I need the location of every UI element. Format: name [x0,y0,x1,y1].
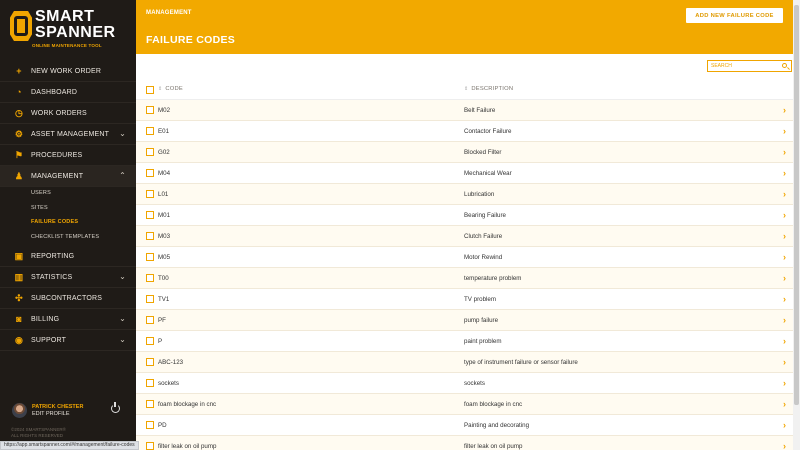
table-row[interactable] [136,394,793,415]
code-cell: M02 [158,107,171,114]
table-row[interactable] [136,415,793,436]
column-header-label: DESCRIPTION [471,86,514,92]
scrollbar-thumb[interactable] [794,5,799,405]
avatar[interactable] [12,403,27,418]
table-row[interactable] [136,289,793,310]
chevron-right-icon[interactable]: › [783,126,786,136]
description-cell: Bearing Failure [464,212,506,219]
table-row[interactable] [136,373,793,394]
column-header-label: CODE [165,86,183,92]
chevron-right-icon[interactable]: › [783,210,786,220]
table-header [136,80,793,100]
description-cell: Contactor Failure [464,128,512,135]
sidebar-item-label: ASSET MANAGEMENT [31,130,110,138]
chevron-right-icon[interactable]: › [783,168,786,178]
sidebar-item-label: STATISTICS [31,273,73,281]
search-box[interactable] [707,60,792,72]
description-cell: filter leak on oil pump [464,443,523,450]
table-row[interactable] [136,121,793,142]
column-header-description[interactable] [464,86,513,92]
row-checkbox[interactable] [146,316,154,324]
description-cell: paint problem [464,338,502,345]
row-checkbox[interactable] [146,400,154,408]
description-cell: Clutch Failure [464,233,503,240]
plus-icon: + [16,66,22,76]
description-cell: type of instrument failure or sensor failure [464,359,578,366]
chevron-down-icon: ⌄ [119,272,126,281]
description-cell: Lubrication [464,191,495,198]
row-checkbox[interactable] [146,274,154,282]
code-cell: E01 [158,128,170,135]
sidebar-item-label: WORK ORDERS [31,109,87,117]
chevron-right-icon[interactable]: › [783,441,786,450]
chevron-right-icon[interactable]: › [783,336,786,346]
chevron-down-icon: ⌄ [119,335,126,344]
sidebar-item-billing[interactable] [0,309,136,330]
code-cell: TV1 [158,296,170,303]
code-cell: P [158,338,163,345]
logo-mark-icon [10,11,32,41]
row-checkbox[interactable] [146,421,154,429]
logo-word-1: SMART [35,8,95,25]
sidebar-item-label: NEW WORK ORDER [31,67,102,75]
breadcrumb[interactable]: MANAGEMENT [146,10,192,16]
chevron-right-icon[interactable]: › [783,189,786,199]
table-row[interactable] [136,247,793,268]
chevron-right-icon[interactable]: › [783,105,786,115]
code-cell: M03 [158,233,171,240]
profile-name: PATRICK CHESTER [32,404,84,410]
row-checkbox[interactable] [146,106,154,114]
chevron-right-icon[interactable]: › [783,399,786,409]
sidebar-subitem-sites[interactable]: SITES [31,205,48,211]
sidebar-item-subcontractors[interactable] [0,288,136,309]
row-checkbox[interactable] [146,232,154,240]
table-row[interactable] [136,142,793,163]
row-checkbox[interactable] [146,442,154,450]
sidebar-item-label: BILLING [31,315,60,323]
row-checkbox[interactable] [146,379,154,387]
chevron-right-icon[interactable]: › [783,273,786,283]
copyright-line: ALL RIGHTS RESERVED [11,433,64,438]
description-cell: Motor Rewind [464,254,503,261]
row-checkbox[interactable] [146,358,154,366]
code-cell: G02 [158,149,170,156]
sidebar-item-new-work-order[interactable] [0,61,136,82]
code-cell: PD [158,422,167,429]
description-cell: temperature problem [464,275,522,282]
chevron-right-icon[interactable]: › [783,378,786,388]
page-header [136,0,793,54]
smart-spanner-logo[interactable] [10,9,130,49]
sidebar-item-label: DASHBOARD [31,88,78,96]
edit-profile-link[interactable]: EDIT PROFILE [32,411,70,417]
dashboard-icon: ◔ [16,87,22,97]
clipboard-icon: ▣ [14,250,24,261]
sidebar-item-support[interactable] [0,330,136,351]
row-checkbox[interactable] [146,169,154,177]
code-cell: L01 [158,191,169,198]
sidebar-item-work-orders[interactable] [0,103,136,124]
row-checkbox[interactable] [146,127,154,135]
description-cell: sockets [464,380,485,387]
gear-icon: ⚙ [14,128,24,139]
row-checkbox[interactable] [146,148,154,156]
sidebar-item-asset-management[interactable] [0,124,136,145]
search-icon[interactable] [782,63,787,68]
chevron-up-icon: ⌃ [119,171,126,180]
logo-tagline: ONLINE MAINTENANCE TOOL [32,43,102,48]
table-row[interactable] [136,352,793,373]
code-cell: ABC-123 [158,359,184,366]
logo-word-2: SPANNER [35,24,116,41]
table-row[interactable] [136,436,793,450]
table-row[interactable] [136,205,793,226]
chevron-right-icon[interactable]: › [783,147,786,157]
search-input[interactable] [711,62,779,70]
description-cell: Belt Failure [464,107,496,114]
sidebar-item-procedures[interactable] [0,145,136,166]
add-failure-code-button[interactable]: ADD NEW FAILURE CODE [686,8,783,23]
chevron-right-icon[interactable]: › [783,420,786,430]
handshake-icon: ✣ [15,292,23,303]
description-cell: foam blockage in cnc [464,401,523,408]
chevron-down-icon: ⌄ [119,314,126,323]
code-cell: M01 [158,212,171,219]
status-bar-url: https://app.smartspanner.com/#/management/failure-codes [0,441,139,450]
code-cell: filter leak on oil pump [158,443,217,450]
description-cell: pump failure [464,317,499,324]
code-cell: T00 [158,275,169,282]
sort-icon: ⇕ [158,86,163,92]
table-row[interactable] [136,310,793,331]
money-icon: ◙ [16,314,22,324]
sidebar-subitem-checklist-templates[interactable]: CHECKLIST TEMPLATES [31,234,100,240]
table-row[interactable] [136,163,793,184]
sidebar-item-label: SUPPORT [31,336,67,344]
table-row[interactable] [136,226,793,247]
row-checkbox[interactable] [146,190,154,198]
sort-icon: ⇕ [464,86,469,92]
sidebar-item-statistics[interactable] [0,267,136,288]
chevron-right-icon[interactable]: › [783,252,786,262]
flag-icon: ⚑ [14,149,24,160]
table-row[interactable] [136,100,793,121]
chevron-right-icon[interactable]: › [783,315,786,325]
sidebar-item-management[interactable] [0,166,136,187]
table-row[interactable] [136,268,793,289]
chevron-right-icon[interactable]: › [783,231,786,241]
power-icon[interactable] [111,404,120,413]
copyright-line: ©2024 SMARTSPANNER® [11,427,66,432]
sidebar-item-dashboard[interactable] [0,82,136,103]
chevron-right-icon[interactable]: › [783,294,786,304]
chevron-down-icon: ⌄ [119,129,126,138]
select-all-checkbox[interactable] [146,86,154,94]
chevron-right-icon[interactable]: › [783,357,786,367]
code-cell: M04 [158,170,171,177]
code-cell: foam blockage in cnc [158,401,217,408]
description-cell: TV problem [464,296,496,303]
sidebar-item-label: SUBCONTRACTORS [31,294,103,302]
code-cell: M05 [158,254,171,261]
description-cell: Mechanical Wear [464,170,512,177]
code-cell: PF [158,317,166,324]
row-checkbox[interactable] [146,295,154,303]
user-profile [12,403,132,419]
sidebar-item-label: PROCEDURES [31,151,83,159]
lifebuoy-icon: ◉ [14,334,24,345]
page-scrollbar[interactable] [793,0,800,450]
sidebar-item-label: MANAGEMENT [31,172,84,180]
clock-icon: ◷ [14,107,24,118]
user-icon: ♟ [14,170,24,181]
sidebar-subitem-failure-codes[interactable]: FAILURE CODES [31,219,79,225]
code-cell: sockets [158,380,179,387]
copyright [11,427,66,439]
sidebar [0,0,136,450]
sidebar-subitem-users[interactable]: USERS [31,190,51,196]
row-checkbox[interactable] [146,211,154,219]
row-checkbox[interactable] [146,253,154,261]
description-cell: Blocked Filter [464,149,502,156]
description-cell: Painting and decorating [464,422,530,429]
sidebar-item-label: REPORTING [31,252,75,260]
table-row[interactable] [136,184,793,205]
row-checkbox[interactable] [146,337,154,345]
table-row[interactable] [136,331,793,352]
page-title: FAILURE CODES [146,34,236,46]
sidebar-item-reporting[interactable] [0,246,136,267]
column-header-code[interactable] [158,86,183,92]
bar-chart-icon: ▥ [14,271,24,282]
